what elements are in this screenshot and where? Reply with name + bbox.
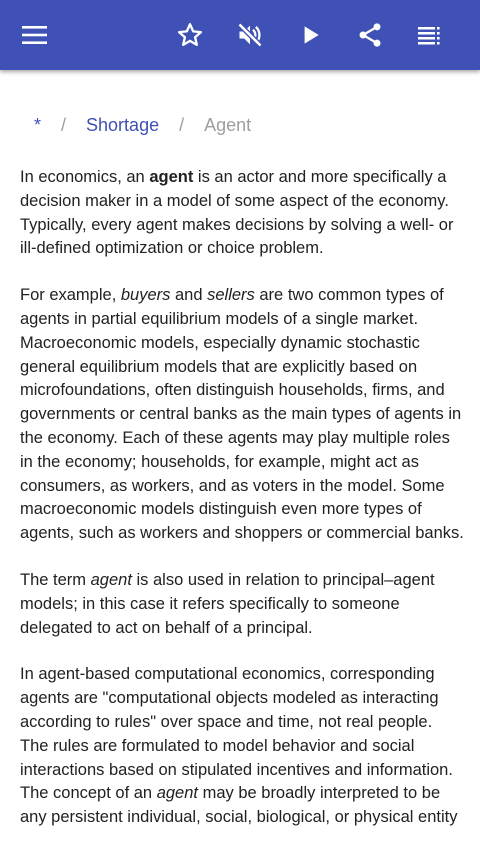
breadcrumb-current: Agent — [204, 114, 252, 135]
app-toolbar — [0, 0, 480, 70]
contents-button[interactable] — [410, 15, 450, 55]
breadcrumb-separator: / — [61, 114, 67, 135]
article-paragraph: For example, buyers and sellers are two common types of agents in partial equilibrium models of a single market. Macroeconomic models, especially dynamic stochastic general equilibrium models that are explicitly based on microfoundations, often distinguish households, firms, and governments or central banks as the main types of agents in the economy. Each of these agents may play multiple roles in the economy; households, for example, might act as consumers, as workers, and as voters in the model. Some macroeconomic models distinguish even more types of agents, such as workers and shoppers or commercial banks. — [20, 286, 464, 543]
menu-icon — [22, 25, 48, 45]
playlist-icon — [417, 24, 443, 46]
article-paragraph: In economics, an agent is an actor and more specifically a decision maker in a model of some aspect of the economy. Typically, every agent makes decisions by solving a well- or ill-defined optimization or choice problem. — [20, 168, 454, 258]
breadcrumb — [34, 110, 464, 140]
star-outline-icon — [176, 21, 204, 49]
article-content — [20, 110, 464, 853]
article-paragraph: The term agent is also used in relation to principal–agent models; in this case it refers specifically to someone delegated to act on behalf of a principal. — [20, 570, 435, 637]
breadcrumb-separator: / — [179, 114, 185, 135]
menu-button[interactable] — [15, 15, 55, 55]
play-icon — [297, 22, 323, 48]
play-button[interactable] — [290, 15, 330, 55]
breadcrumb-parent-link[interactable]: Shortage — [86, 114, 160, 135]
breadcrumb-home-link[interactable]: * — [34, 114, 42, 135]
volume-off-icon — [236, 21, 264, 49]
share-icon — [356, 21, 384, 49]
mute-button[interactable] — [230, 15, 270, 55]
favorite-button[interactable] — [170, 15, 210, 55]
share-button[interactable] — [350, 15, 390, 55]
article-paragraph: In agent-based computational economics, corresponding agents are "computational objects modeled as interacting according to rules" over space and time, not real people. The rules are formulated to model behavior and social interactions based on stipulated incentives and information. The concept of an agent may be broadly interpreted to be any persistent individual, social, biological, or physical entity — [20, 665, 458, 827]
